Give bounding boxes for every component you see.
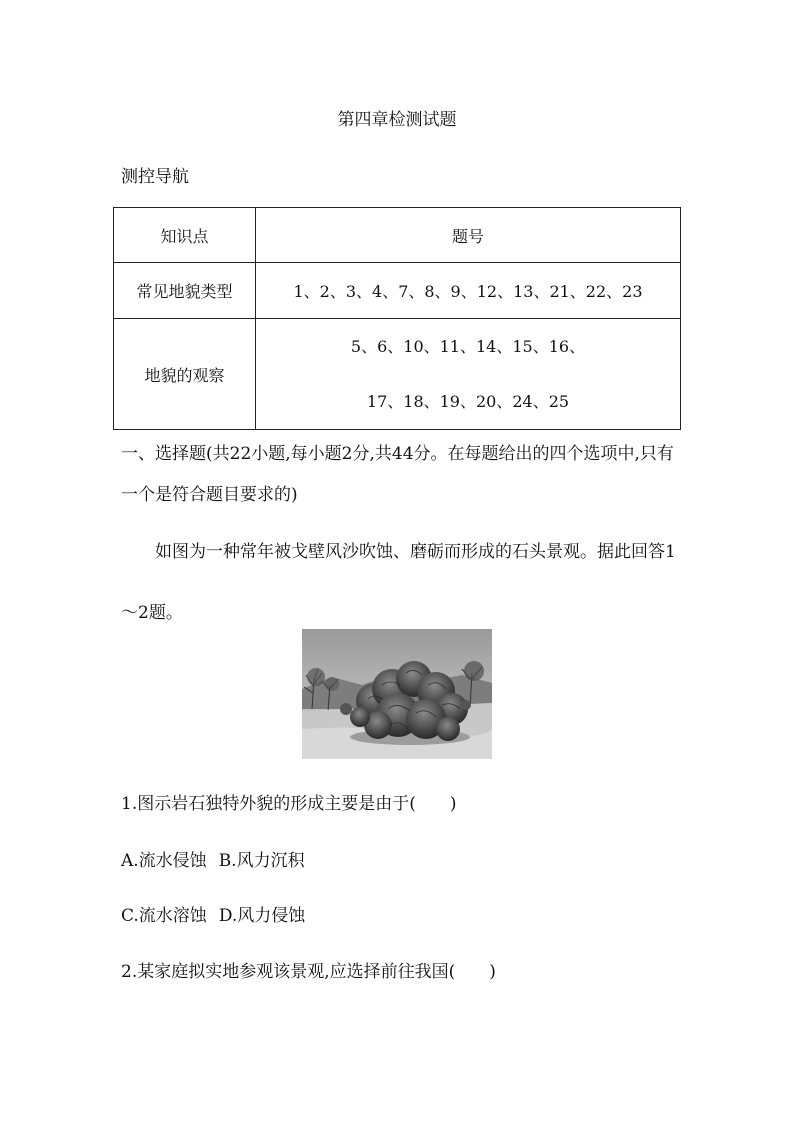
- table-cell-topic: 地貌的观察: [114, 319, 256, 430]
- section-heading: 一、选择题(共22小题,每小题2分,共44分。在每题给出的四个选项中,只有一个是符合题目要求的): [121, 444, 674, 505]
- question-intro: 如图为一种常年被戈壁风沙吹蚀、磨砺而形成的石头景观。据此回答1～2题。: [121, 542, 676, 623]
- table-row: [114, 263, 681, 319]
- table-cell-numbers: 1、2、3、4、7、8、9、12、13、21、22、23: [256, 263, 681, 319]
- table-cell-numbers: [256, 319, 681, 430]
- rock-landscape-photo: [302, 629, 492, 759]
- table-header-row: [114, 208, 681, 263]
- option-b: B.风力沉积: [218, 851, 305, 871]
- option-a: A.流水侵蚀: [121, 851, 207, 871]
- question-1-options-cd: [121, 901, 305, 926]
- question-2-stem: 2.某家庭拟实地参观该景观,应选择前往我国( ): [121, 962, 496, 982]
- nav-heading: 测控导航: [121, 167, 189, 187]
- option-c: C.流水溶蚀: [121, 906, 207, 926]
- question-1-options-ab: [121, 846, 305, 871]
- table-row: [114, 319, 681, 430]
- question-1-stem: 1.图示岩石独特外貌的形成主要是由于( ): [121, 794, 457, 814]
- table-cell-topic: 常见地貌类型: [114, 263, 256, 319]
- table-header-cell: 知识点: [114, 208, 256, 263]
- option-d: D.风力侵蚀: [218, 906, 306, 926]
- table-header-cell: 题号: [256, 208, 681, 263]
- numbers-line: 17、18、19、20、24、25: [366, 392, 570, 411]
- numbers-line: 5、6、10、11、14、15、16、: [350, 337, 586, 356]
- page-title: 第四章检测试题: [337, 110, 457, 130]
- knowledge-table: [113, 207, 681, 430]
